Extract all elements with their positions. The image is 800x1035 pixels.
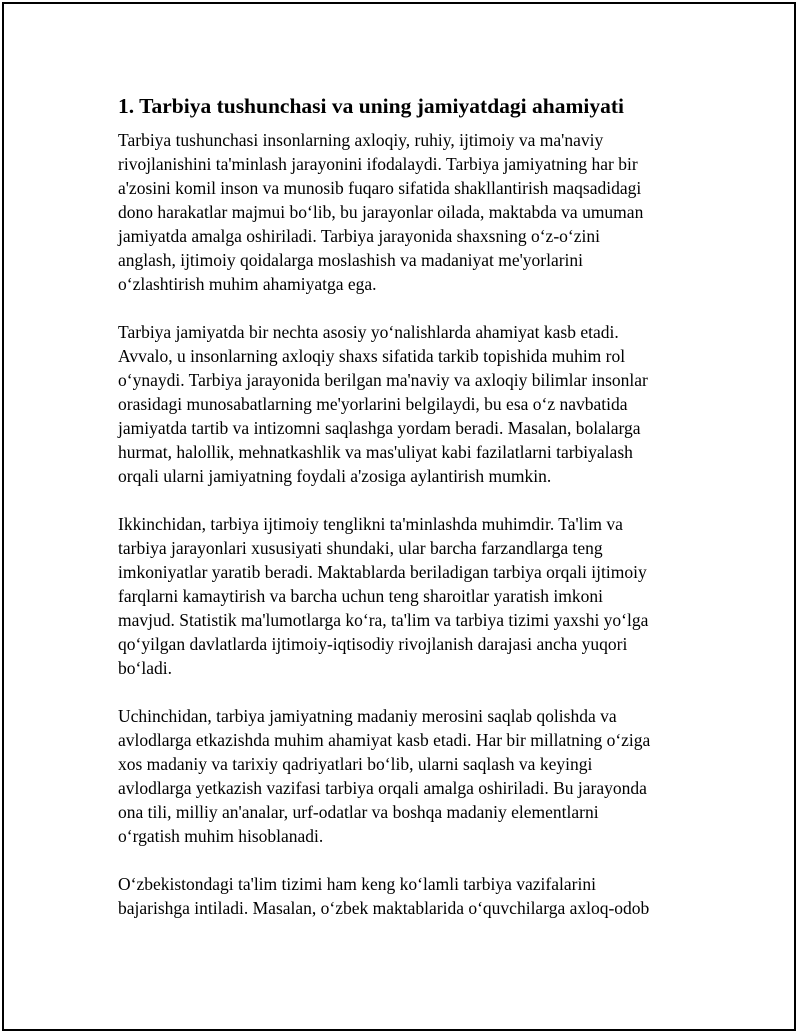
text-line: avlodlarga etkazishda muhim ahamiyat kasb etadi. Har bir millatning o‘ziga [118, 730, 651, 750]
document-body [118, 92, 683, 944]
text-line: Tarbiya tushunchasi insonlarning axloqiy, ruhiy, ijtimoiy va ma'naviy [118, 130, 604, 150]
paragraph [118, 512, 683, 680]
text-line: O‘zbekistondagi ta'lim tizimi ham keng ko‘lamli tarbiya vazifalarini [118, 874, 596, 894]
text-line: a'zosini komil inson va munosib fuqaro sifatida shakllantirish maqsadidagi [118, 178, 642, 198]
paragraph [118, 872, 683, 920]
text-line: avlodlarga yetkazish vazifasi tarbiya orqali amalga oshiriladi. Bu jarayonda [118, 778, 647, 798]
paragraph [118, 704, 683, 848]
text-line: o‘rgatish muhim hisoblanadi. [118, 826, 324, 846]
text-line: rivojlanishini ta'minlash jarayonini ifodalaydi. Tarbiya jamiyatning har bir [118, 154, 638, 174]
text-line: bo‘ladi. [118, 658, 172, 678]
text-line: Uchinchidan, tarbiya jamiyatning madaniy merosini saqlab qolishda va [118, 706, 617, 726]
text-line: orqali ularni jamiyatning foydali a'zosiga aylantirish mumkin. [118, 466, 552, 486]
text-line: mavjud. Statistik ma'lumotlarga ko‘ra, ta'lim va tarbiya tizimi yaxshi yo‘lga [118, 610, 649, 630]
text-line: anglash, ijtimoiy qoidalarga moslashish va madaniyat me'yorlarini [118, 250, 584, 270]
text-line: jamiyatda amalga oshiriladi. Tarbiya jarayonida shaxsning o‘z-o‘zini [118, 226, 600, 246]
text-line: Ikkinchidan, tarbiya ijtimoiy tenglikni ta'minlashda muhimdir. Ta'lim va [118, 514, 623, 534]
text-line: tarbiya jarayonlari xususiyati shundaki, ular barcha farzandlarga teng [118, 538, 603, 558]
text-line: Tarbiya jamiyatda bir nechta asosiy yo‘nalishlarda ahamiyat kasb etadi. [118, 322, 619, 342]
text-line: dono harakatlar majmui bo‘lib, bu jarayonlar oilada, maktabda va umuman [118, 202, 644, 222]
text-line: ona tili, milliy an'analar, urf-odatlar va boshqa madaniy elementlarni [118, 802, 599, 822]
text-line: Avvalo, u insonlarning axloqiy shaxs sifatida tarkib topishida muhim rol [118, 346, 626, 366]
text-line: o‘ynaydi. Tarbiya jarayonida berilgan ma'naviy va axloqiy bilimlar insonlar [118, 370, 648, 390]
section-heading: 1. Tarbiya tushunchasi va uning jamiyatdagi ahamiyati [118, 94, 624, 118]
text-line: imkoniyatlar yaratib beradi. Maktablarda beriladigan tarbiya orqali ijtimoiy [118, 562, 647, 582]
text-line: farqlarni kamaytirish va barcha uchun teng sharoitlar yaratish imkoni [118, 586, 603, 606]
text-line: o‘zlashtirish muhim ahamiyatga ega. [118, 274, 377, 294]
text-line: qo‘yilgan davlatlarda ijtimoiy-iqtisodiy rivojlanish darajasi ancha yuqori [118, 634, 628, 654]
paragraph-list [118, 128, 683, 920]
text-line: bajarishga intiladi. Masalan, o‘zbek maktablarida o‘quvchilarga axloq-odob [118, 898, 650, 918]
text-line: hurmat, halollik, mehnatkashlik va mas'uliyat kabi fazilatlarni tarbiyalash [118, 442, 633, 462]
paragraph [118, 320, 683, 488]
text-line: xos madaniy va tarixiy qadriyatlari bo‘lib, ularni saqlash va keyingi [118, 754, 593, 774]
paragraph [118, 128, 683, 296]
text-line: orasidagi munosabatlarning me'yorlarini belgilaydi, bu esa o‘z navbatida [118, 394, 628, 414]
text-line: jamiyatda tartib va intizomni saqlashga yordam beradi. Masalan, bolalarga [118, 418, 641, 438]
